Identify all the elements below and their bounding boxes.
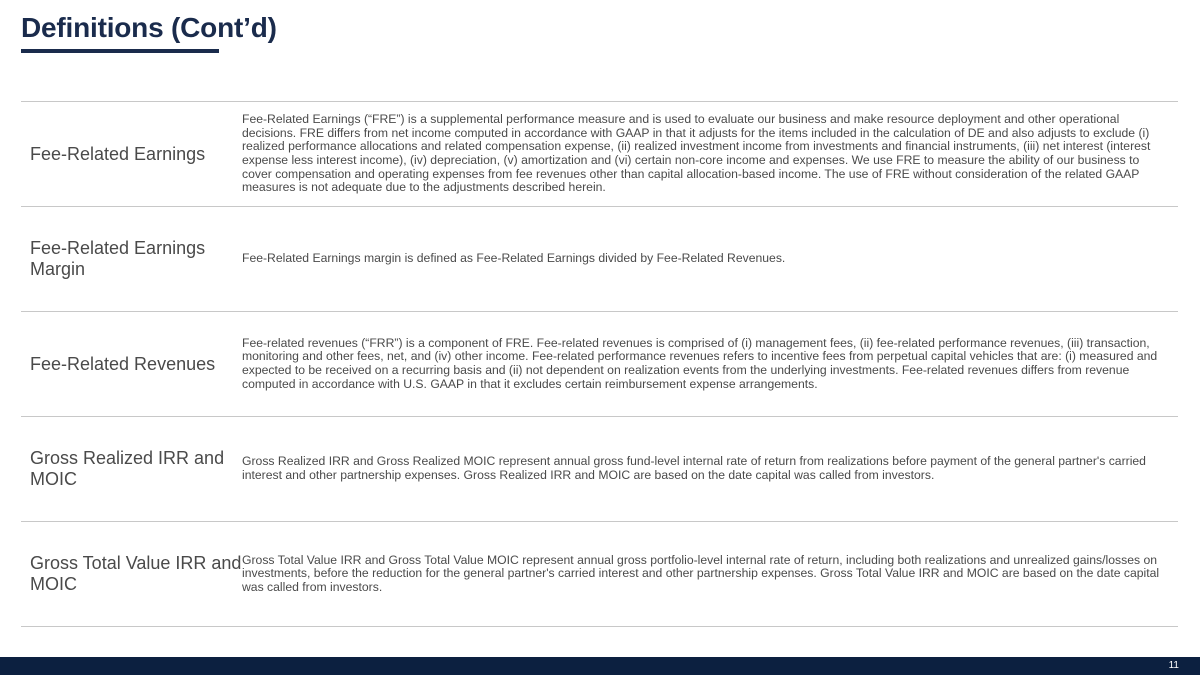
- definition-term: Fee-Related Earnings: [30, 143, 206, 164]
- page-number: 11: [1168, 660, 1179, 671]
- definition-row-fee-related-earnings-margin: [21, 207, 1178, 312]
- definition-row-fee-related-earnings: [21, 102, 1178, 207]
- definition-description: Fee-Related Earnings margin is defined as Fee-Related Earnings divided by Fee-Related Revenues.: [242, 251, 786, 266]
- footer-bar: [0, 657, 1200, 675]
- definitions-table: [21, 101, 1178, 627]
- definition-description: Fee-related revenues (“FRR”) is a component of FRE. Fee-related revenues is comprised of (i) management fees, (ii) fee-related performance revenues, (iii) transaction, monitoring and other fees, net, and (iv) other income. Fee-related performance revenues refers to incentive fees from perpetual capital vehicles that are: (i) measured and expected to be received on a recurring basis and (ii) not dependent on realization events from the underlying investments. Fee-related revenues differs from revenue computed in accordance with U.S. GAAP in that it excludes certain reimbursement expense arrangements.: [242, 335, 1158, 391]
- definition-description: Gross Total Value IRR and Gross Total Value MOIC represent annual gross portfolio-level internal rate of return, including both realizations and unrealized gains/losses on investments, before the reduction for the general partner's carried interest and other partnership expenses. Gross Total Value IRR and MOIC are based on the date capital was called from investors.: [242, 552, 1160, 594]
- page-title: Definitions (Cont’d): [21, 12, 277, 43]
- definition-term: Gross Total Value IRR and MOIC: [30, 553, 242, 594]
- title-underline: [21, 49, 219, 53]
- definition-row-gross-total-value-irr-moic: [21, 522, 1178, 627]
- definition-description: Fee-Related Earnings (“FRE”) is a supplemental performance measure and is used to evaluate our business and make resource deployment and other operational decisions. FRE differs from net income computed in accordance with GAAP in that it adjusts for the items included in the calculation of DE and also adjusts to exclude (i) realized performance allocations and related compensation expense, (ii) realized investment income from investments and financial instruments, (iii) net interest (interest expense less interest income), (iv) depreciation, (v) amortization and (vi) certain non-core income and expenses. We use FRE to measure the ability of our business to cover compensation and operating expenses from fee revenues other than capital allocation-based income. The use of FRE without consideration of the related GAAP measures is not adequate due to the adjustments described herein.: [242, 112, 1151, 195]
- definition-row-gross-realized-irr-moic: [21, 417, 1178, 522]
- definition-term: Gross Realized IRR and MOIC: [30, 448, 225, 489]
- definition-term: Fee-Related Revenues: [30, 353, 216, 374]
- definition-description: Gross Realized IRR and Gross Realized MOIC represent annual gross fund-level internal rate of return from realizations before payment of the general partner's carried interest and other partnership expenses. Gross Realized IRR and MOIC are based on the date capital was called from investors.: [242, 454, 1146, 482]
- definition-term: Fee-Related Earnings Margin: [30, 238, 206, 279]
- definition-row-fee-related-revenues: [21, 312, 1178, 417]
